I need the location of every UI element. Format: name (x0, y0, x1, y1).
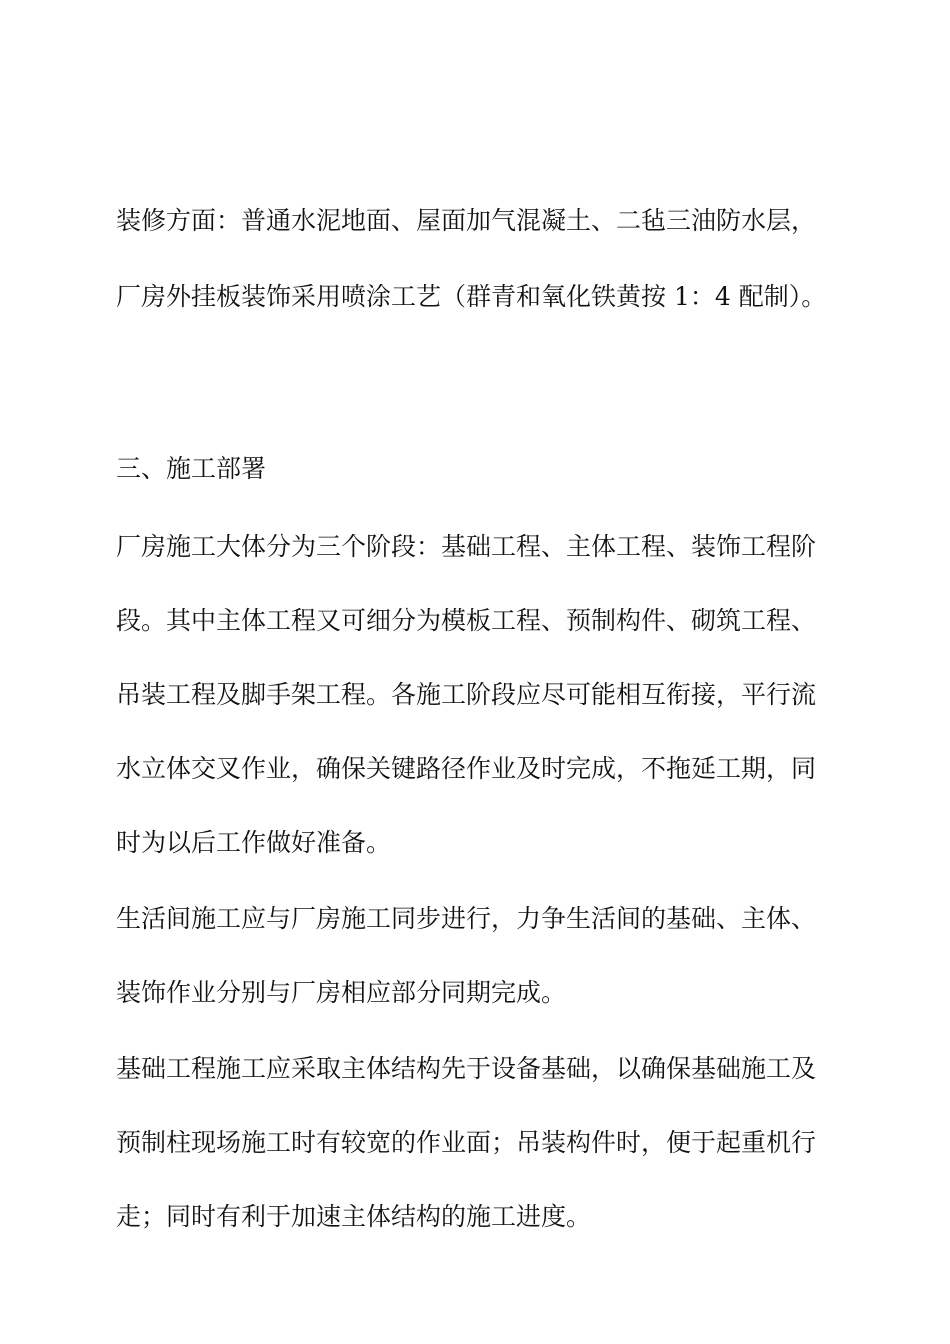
paragraph-foundation-line-3: 走；同时有利于加速主体结构的施工进度。 (116, 1202, 592, 1231)
section-heading: 三、施工部署 (116, 454, 267, 483)
paragraph-stages-line-4: 水立体交叉作业，确保关键路径作业及时完成，不拖延工期，同 (116, 754, 817, 783)
paragraph-decoration-line-2: 厂房外挂板装饰采用喷涂工艺（群青和氧化铁黄按 1：4 配制）。 (116, 282, 827, 311)
paragraph-stages-line-5: 时为以后工作做好准备。 (116, 828, 392, 857)
paragraph-decoration-line-1: 装修方面：普通水泥地面、屋面加气混凝土、二毡三油防水层， (116, 206, 817, 235)
paragraph-stages-line-1: 厂房施工大体分为三个阶段：基础工程、主体工程、装饰工程阶 (116, 532, 817, 561)
paragraph-living-line-1: 生活间施工应与厂房施工同步进行，力争生活间的基础、主体、 (116, 904, 817, 933)
paragraph-stages-line-3: 吊装工程及脚手架工程。各施工阶段应尽可能相互衔接，平行流 (116, 680, 817, 709)
paragraph-foundation-line-1: 基础工程施工应采取主体结构先于设备基础，以确保基础施工及 (116, 1054, 817, 1083)
paragraph-foundation-line-2: 预制柱现场施工时有较宽的作业面；吊装构件时，便于起重机行 (116, 1128, 817, 1157)
paragraph-living-line-2: 装饰作业分别与厂房相应部分同期完成。 (116, 978, 567, 1007)
paragraph-stages-line-2: 段。其中主体工程又可细分为模板工程、预制构件、砌筑工程、 (116, 606, 817, 635)
